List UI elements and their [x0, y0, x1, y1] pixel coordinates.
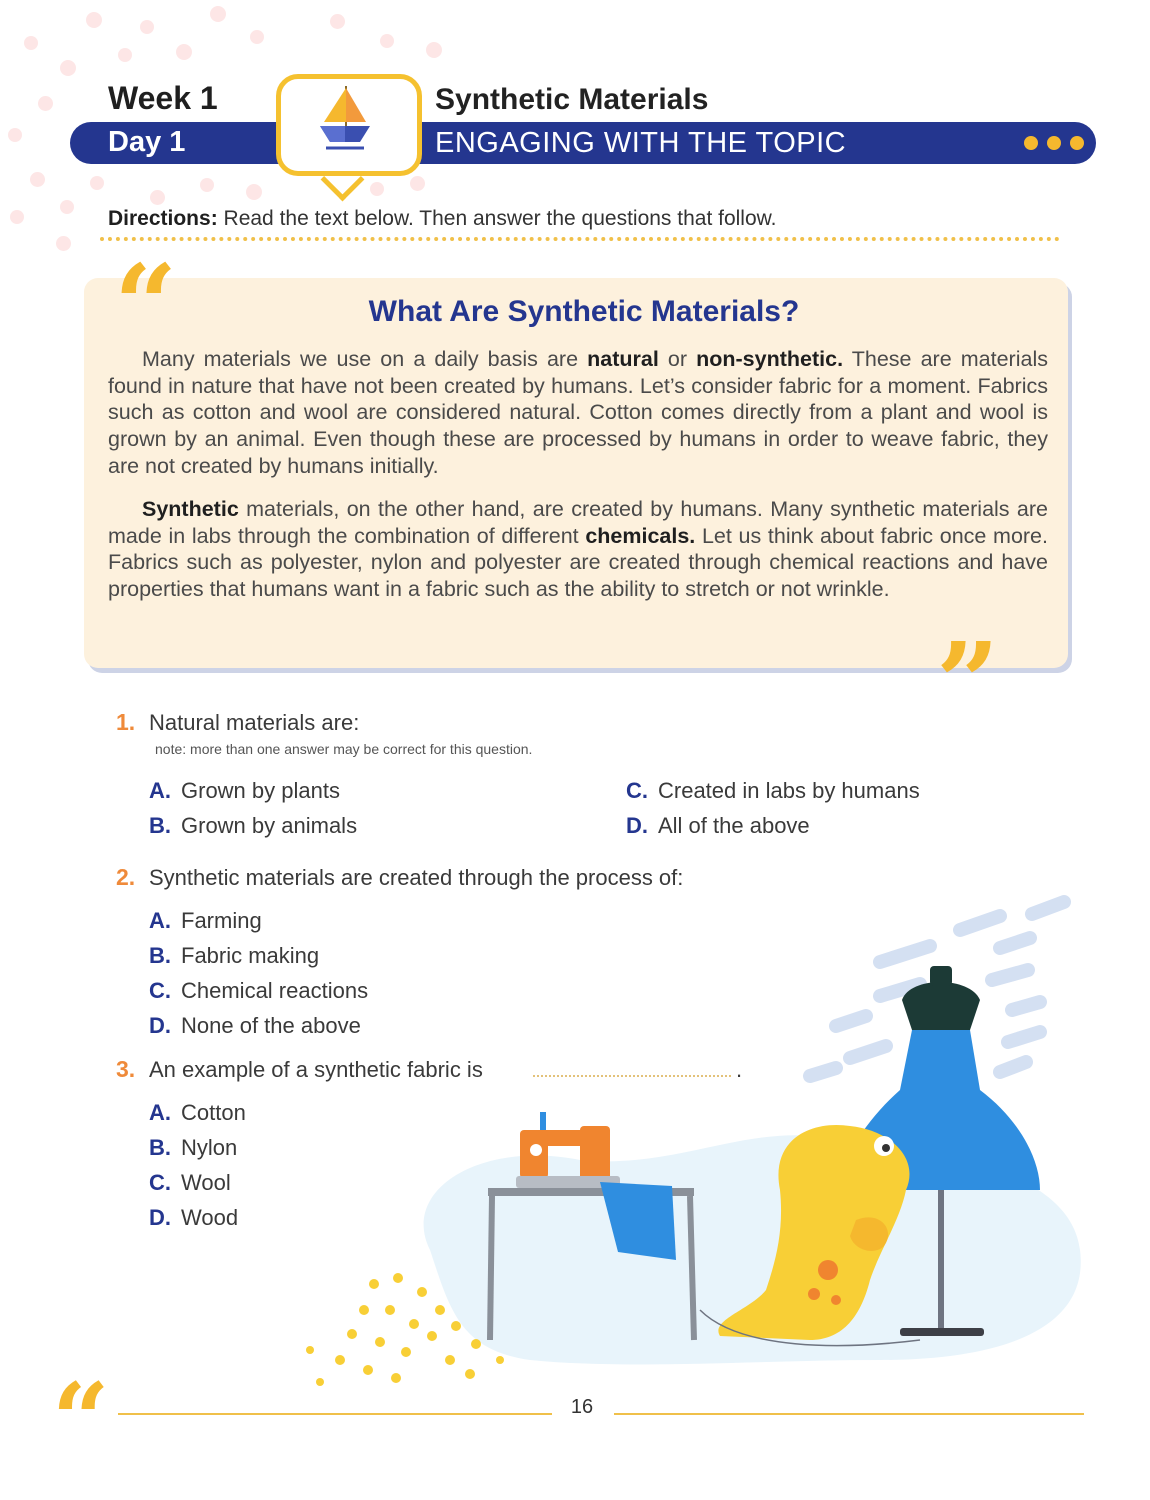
question-number: 3. — [116, 1056, 136, 1082]
question-number: 1. — [116, 709, 136, 735]
passage-paragraph: Many materials we use on a daily basis are natural or non-synthetic. These are materials found in nature that have not been created by humans. Let’s consider fabric for a moment. Fabrics such as cotton and wool are considered natural. Cotton comes directly from a plant and wool is grown by an animal. Even though these are processed by humans in order to weave fabric, they are not created by humans initially. — [108, 347, 1048, 478]
answer-option[interactable]: C. Created in labs by humans — [626, 778, 920, 803]
answer-option[interactable]: A. Cotton — [149, 1100, 246, 1125]
dinosaur-sewing-illustration — [280, 890, 1090, 1400]
banner-dot — [1047, 136, 1061, 150]
question-note: note: more than one answer may be correct for this question. — [155, 741, 533, 757]
answer-option[interactable]: D. All of the above — [626, 813, 810, 838]
question-number: 2. — [116, 864, 136, 890]
answer-option[interactable]: A. Grown by plants — [149, 778, 340, 803]
topic-title: Synthetic Materials — [435, 83, 709, 116]
week-label: Week 1 — [108, 80, 218, 116]
answer-option[interactable]: B. Grown by animals — [149, 813, 358, 838]
close-quote-icon: ” — [936, 618, 1000, 747]
banner-dot — [1070, 136, 1084, 150]
question-text: Synthetic materials are created through the process of: — [149, 865, 684, 890]
answer-option[interactable]: C. Chemical reactions — [149, 978, 369, 1003]
banner-subtitle: ENGAGING WITH THE TOPIC — [435, 127, 847, 159]
question-end-period: . — [736, 1057, 743, 1082]
footer-rule-right — [614, 1413, 1084, 1415]
answer-option[interactable]: C. Wool — [149, 1170, 231, 1195]
directions-text: Read the text below. Then answer the questions that follow. — [223, 207, 777, 230]
directions — [108, 207, 777, 231]
answer-option[interactable]: B. Nylon — [149, 1135, 238, 1160]
question-text: Natural materials are: — [149, 710, 360, 735]
question-text: An example of a synthetic fabric is — [149, 1057, 483, 1082]
passage-title: What Are Synthetic Materials? — [368, 295, 800, 328]
page-number: 16 — [570, 1396, 594, 1418]
open-quote-icon: “ — [114, 240, 178, 369]
answer-option[interactable]: A. Farming — [149, 908, 262, 933]
sailboat-icon — [312, 82, 378, 154]
footer-quote-icon: “ — [52, 1361, 110, 1479]
answer-option[interactable]: D. None of the above — [149, 1013, 361, 1038]
answer-option[interactable]: D. Wood — [149, 1205, 239, 1230]
banner-dot — [1024, 136, 1038, 150]
dotted-divider — [100, 237, 1060, 241]
answer-option[interactable]: B. Fabric making — [149, 943, 320, 968]
footer-rule-left — [118, 1413, 552, 1415]
passage-paragraph: Synthetic materials, on the other hand, are created by humans. Many synthetic materials are made in labs through the combination of different chemicals. Let us think about fabric once more. Fabrics such as polyester, nylon and polyester are created through chemical reactions and have properties that humans want in a fabric such as the ability to stretch or not wrinkle. — [108, 497, 1048, 602]
directions-label: Directions: — [108, 207, 218, 230]
day-label: Day 1 — [108, 126, 186, 158]
